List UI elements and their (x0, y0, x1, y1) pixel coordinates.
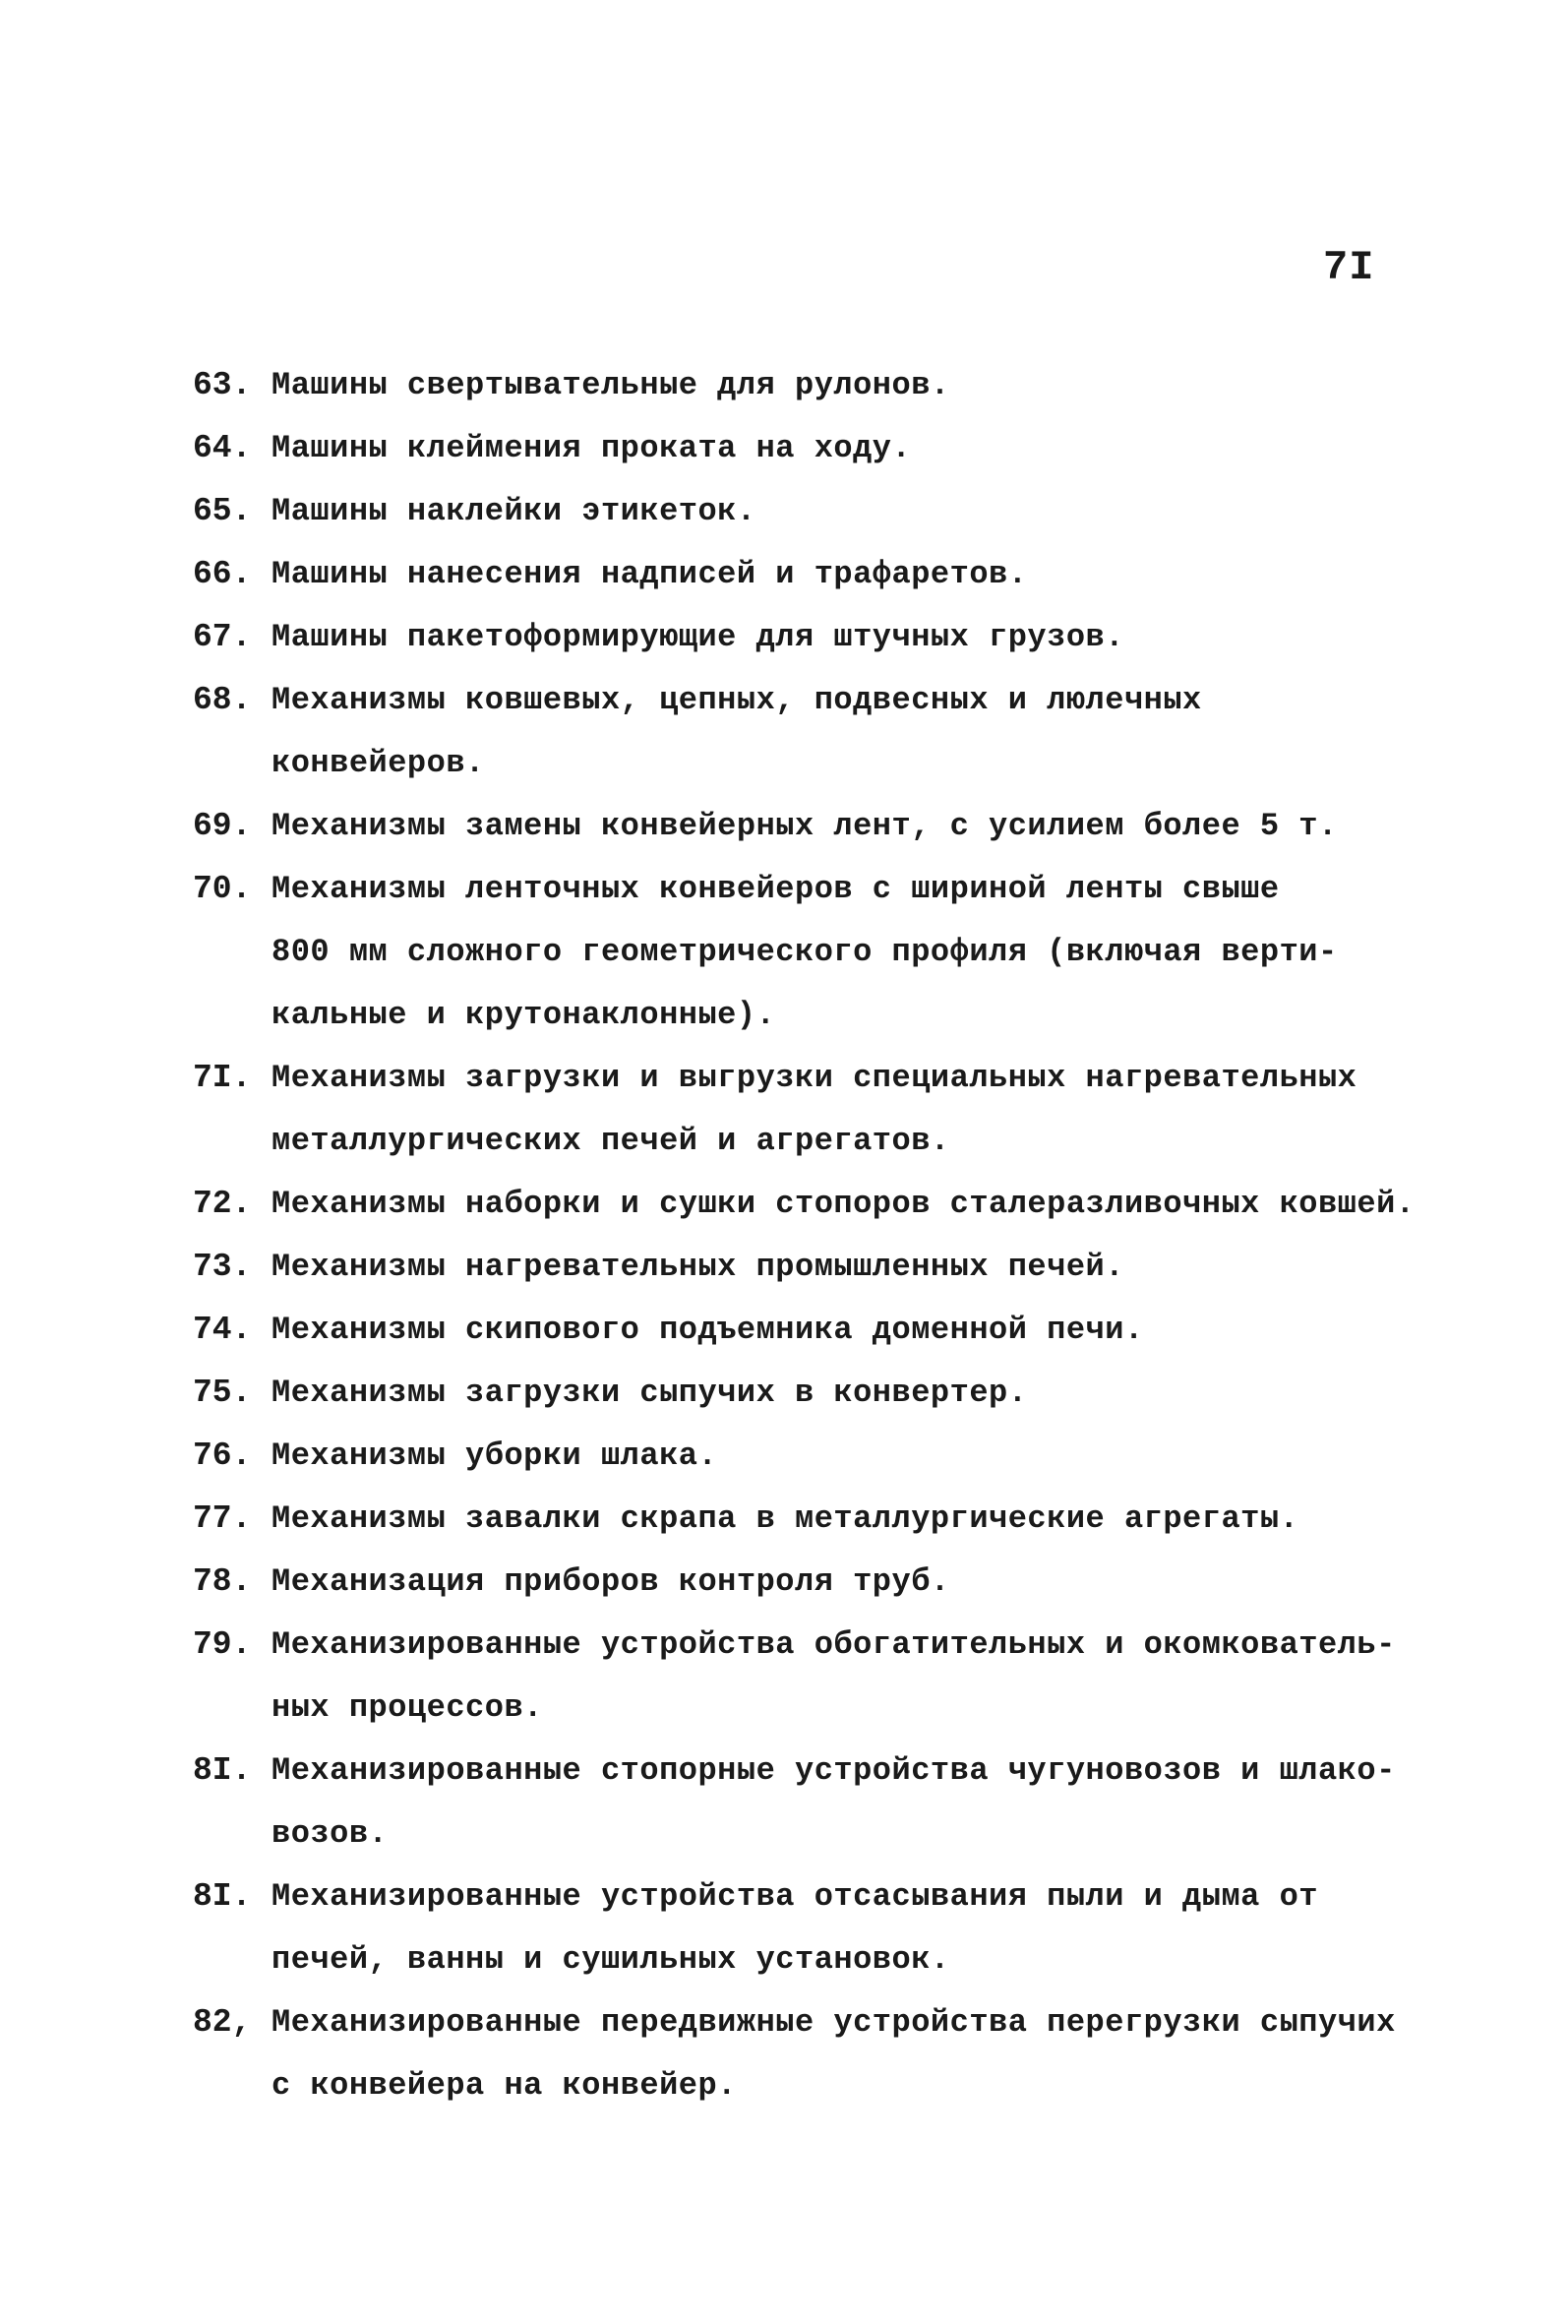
item-number: 67. (193, 619, 252, 655)
list-item (193, 1865, 1432, 1991)
item-number: 74. (193, 1312, 252, 1348)
item-number: 77. (193, 1500, 252, 1537)
list-item (193, 1740, 1432, 1865)
item-text: Машины клеймения проката на ходу. (271, 430, 912, 466)
item-number: 8I. (193, 1878, 252, 1915)
item-number: 65. (193, 493, 252, 529)
list-item (193, 606, 1432, 669)
list-item (193, 543, 1432, 606)
list-item (193, 1047, 1432, 1173)
list-item (193, 1299, 1432, 1362)
item-text: Машины наклейки этикеток. (271, 493, 756, 529)
list-item (193, 1991, 1432, 2117)
item-number: 75. (193, 1375, 252, 1411)
item-text: Машины нанесения надписей и трафаретов. (271, 556, 1028, 592)
item-number: 72. (193, 1186, 252, 1222)
list-item (193, 1425, 1432, 1488)
entry-list (193, 354, 1432, 2117)
item-text: Механизированные передвижные устройства перегрузки сыпучих с конвейера на конвейер. (271, 2004, 1396, 2104)
item-number: 69. (193, 808, 252, 844)
item-number: 63. (193, 367, 252, 403)
list-item (193, 480, 1432, 543)
list-item (193, 858, 1432, 1047)
list-item (193, 1488, 1432, 1551)
item-text: Механизация приборов контроля труб. (271, 1563, 950, 1600)
item-text: Механизированные устройства отсасывания пыли и дыма от печей, ванны и сушильных установок. (271, 1878, 1318, 1978)
item-text: Механизмы загрузки сыпучих в конвертер. (271, 1375, 1028, 1411)
item-text: Механизмы уборки шлака. (271, 1437, 718, 1474)
item-text: Механизмы нагревательных промышленных печей. (271, 1249, 1124, 1285)
list-item (193, 1173, 1432, 1236)
item-text: Механизмы ленточных конвейеров с шириной ленты свыше 800 мм сложного геометрического профиля (включая верти- кальные и крутонаклонные). (271, 871, 1338, 1033)
list-item (193, 417, 1432, 480)
item-number: 7I. (193, 1060, 252, 1096)
item-number: 70. (193, 871, 252, 907)
item-text: Механизированные устройства обогатительных и окомкователь- ных процессов. (271, 1626, 1396, 1726)
item-number: 64. (193, 430, 252, 466)
item-text: Механизмы ковшевых, цепных, подвесных и люлечных конвейеров. (271, 682, 1202, 781)
list-item (193, 1551, 1432, 1614)
item-number: 79. (193, 1626, 252, 1663)
item-number: 76. (193, 1437, 252, 1474)
item-number: 73. (193, 1249, 252, 1285)
page-number: 7I (1323, 244, 1375, 291)
item-text: Механизмы замены конвейерных лент, с усилием более 5 т. (271, 808, 1338, 844)
item-text: Механизмы загрузки и выгрузки специальных нагревательных металлургических печей и агрегатов. (271, 1060, 1357, 1159)
item-number: 8I. (193, 1752, 252, 1789)
item-text: Механизмы скипового подъемника доменной печи. (271, 1312, 1144, 1348)
list-item (193, 354, 1432, 417)
list-item (193, 1362, 1432, 1425)
item-number: 68. (193, 682, 252, 718)
list-item (193, 669, 1432, 795)
item-text: Механизмы наборки и сушки стопоров сталеразливочных ковшей. (271, 1186, 1416, 1222)
item-text: Механизированные стопорные устройства чугуновозов и шлако- возов. (271, 1752, 1396, 1852)
item-number: 82, (193, 2004, 252, 2041)
item-text: Механизмы завалки скрапа в металлургические агрегаты. (271, 1500, 1299, 1537)
item-text: Машины пакетоформирующие для штучных грузов. (271, 619, 1124, 655)
item-number: 66. (193, 556, 252, 592)
list-item (193, 795, 1432, 858)
list-item (193, 1236, 1432, 1299)
list-item (193, 1614, 1432, 1740)
item-number: 78. (193, 1563, 252, 1600)
item-text: Машины свертывательные для рулонов. (271, 367, 950, 403)
